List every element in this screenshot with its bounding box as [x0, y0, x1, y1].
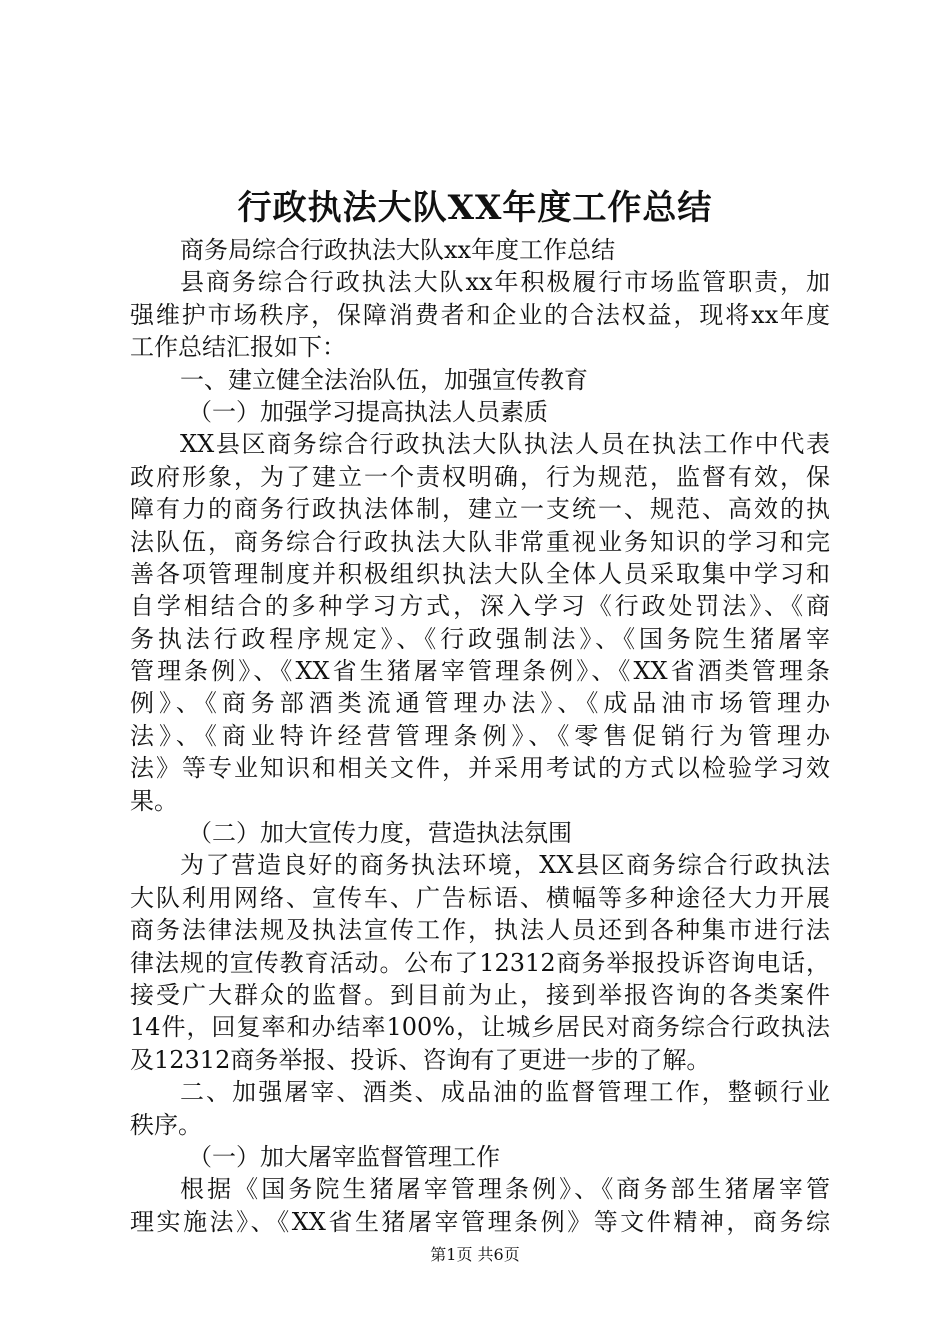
text-line: 工作总结汇报如下： — [130, 333, 346, 362]
text-line: 自学相结合的多种学习方式，深入学习《行政处罚法》、《商 — [130, 592, 830, 621]
text-line: 善各项管理制度并积极组织执法大队全体人员采取集中学习和 — [130, 559, 830, 588]
page-footer: 第1页 共6页 — [430, 1245, 520, 1264]
text-line: 法队伍，商务综合行政执法大队非常重视业务知识的学习和完 — [130, 527, 830, 556]
text-line: 政府形象，为了建立一个责权明确，行为规范，监督有效，保 — [130, 462, 830, 491]
text-line: （一）加大屠宰监督管理工作 — [188, 1142, 500, 1171]
text-line: 管理条例》、《XX省生猪屠宰管理条例》、《XX省酒类管理条 — [130, 657, 830, 686]
text-line: 商务法律法规及执法宣传工作，执法人员还到各种集市进行法 — [130, 916, 830, 945]
text-line: 障有力的商务行政执法体制，建立一支统一、规范、高效的执 — [130, 495, 830, 524]
text-line: 一、建立健全法治队伍，加强宣传教育 — [180, 365, 588, 394]
text-line: 例》、《商务部酒类流通管理办法》、《成品油市场管理办 — [130, 689, 830, 718]
text-line: 务执法行政程序规定》、《行政强制法》、《国务院生猪屠宰 — [130, 624, 830, 653]
text-line: 法》、《商业特许经营管理条例》、《零售促销行为管理办 — [130, 721, 830, 750]
text-line: 理实施法》、《XX省生猪屠宰管理条例》等文件精神，商务综 — [130, 1207, 830, 1236]
text-line: 二、加强屠宰、酒类、成品油的监督管理工作，整顿行业 — [180, 1078, 830, 1107]
text-line: 接受广大群众的监督。到目前为止，接到举报咨询的各类案件 — [130, 980, 830, 1009]
text-line: 果。 — [130, 786, 178, 815]
document-title: 行政执法大队XX年度工作总结 — [237, 188, 713, 228]
text-line: 为了营造良好的商务执法环境，XX县区商务综合行政执法 — [180, 851, 830, 880]
text-line: （二）加大宣传力度，营造执法氛围 — [188, 819, 572, 848]
text-line: 法》等专业知识和相关文件，并采用考试的方式以检验学习效 — [130, 754, 830, 783]
text-line: 大队利用网络、宣传车、广告标语、横幅等多种途径大力开展 — [130, 883, 830, 912]
text-line: 14件，回复率和办结率100%，让城乡居民对商务综合行政执法 — [130, 1013, 830, 1042]
text-line: 及12312商务举报、投诉、咨询有了更进一步的了解。 — [130, 1045, 711, 1074]
text-line: XX县区商务综合行政执法大队执法人员在执法工作中代表 — [180, 430, 830, 459]
text-line: 商务局综合行政执法大队xx年度工作总结 — [180, 236, 616, 264]
text-line: 县商务综合行政执法大队xx年积极履行市场监管职责，加 — [180, 268, 830, 297]
text-line: （一）加强学习提高执法人员素质 — [188, 397, 548, 426]
text-line: 律法规的宣传教育活动。公布了12312商务举报投诉咨询电话， — [130, 948, 830, 977]
document-body — [130, 234, 830, 1238]
text-line: 根据《国务院生猪屠宰管理条例》、《商务部生猪屠宰管 — [180, 1175, 830, 1204]
text-line: 秩序。 — [130, 1110, 202, 1139]
text-line: 强维护市场秩序，保障消费者和企业的合法权益，现将xx年度 — [130, 300, 830, 329]
